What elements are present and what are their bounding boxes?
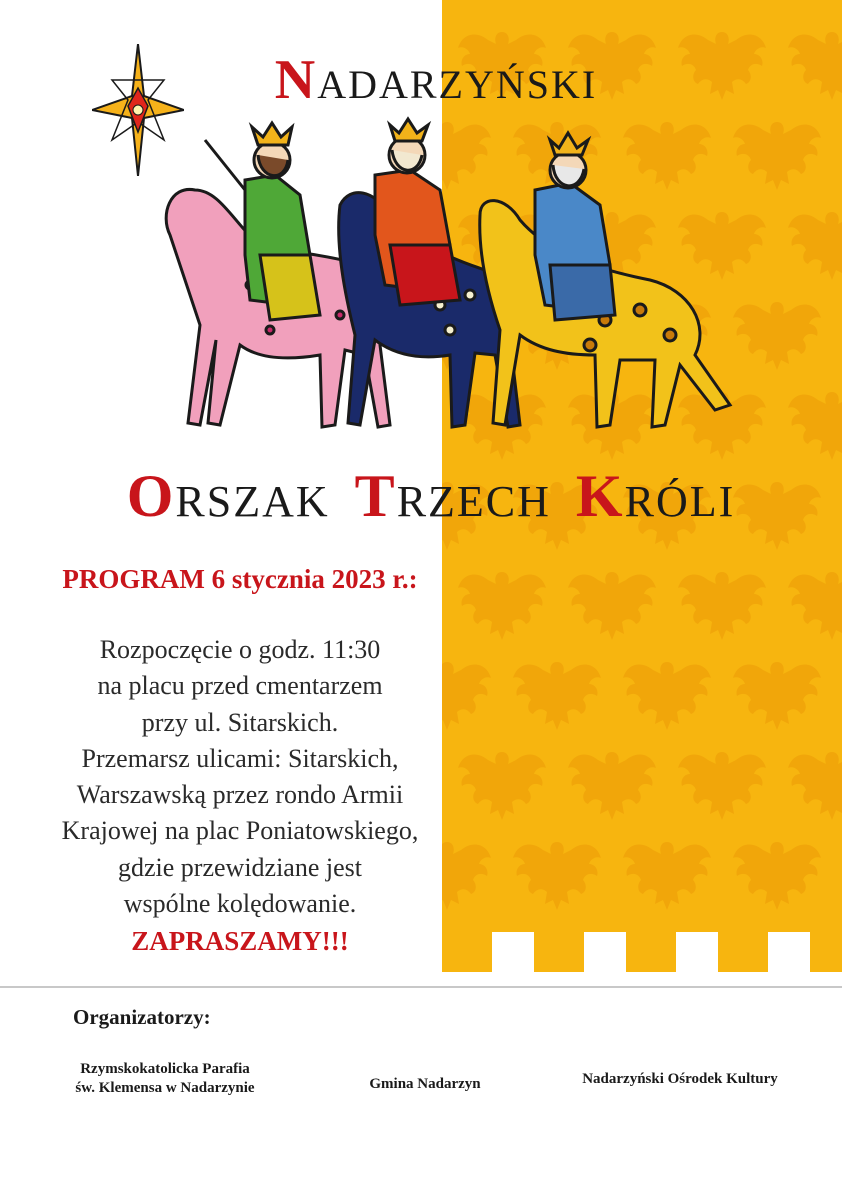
program-line: Rozpoczęcie o godz. 11:30 [99,635,381,664]
invitation-text: ZAPRASZAMY!!! [131,926,349,956]
organizer-culture-center [555,1070,805,1089]
event-title-initial: O [126,463,176,529]
event-title-initial: T [354,463,397,529]
town-title-initial: N [274,49,318,111]
program-line: Krajowej na plac Poniatowskiego, [61,816,419,846]
event-title-rest: RZECH [396,477,551,526]
event-title [0,462,842,531]
organizer-line: Rzymskokatolicka Parafia [80,1061,250,1077]
program-line: Warszawską przez rondo Armii [76,780,404,810]
program-line: gdzie przewidziane jest [118,852,362,882]
organizer-municipality [345,1075,505,1094]
event-title-rest: RÓLI [624,477,736,526]
divider [0,986,842,988]
program-line: przy ul. Sitarskich. [141,707,339,737]
town-title [0,48,842,112]
program-heading: PROGRAM 6 stycznia 2023 r.: [62,564,418,594]
organizer-line: św. Klemensa w Nadarzynie [75,1080,255,1096]
crenel-notch [676,932,718,972]
crenel-notch [492,932,534,972]
event-title-rest: RSZAK [175,477,330,526]
program-line: na placu przed cmentarzem [97,671,383,701]
organizer-line: Gmina Nadarzyn [369,1076,481,1092]
program-description [0,632,480,922]
event-title-initial: K [575,463,625,529]
three-kings-illustration [150,105,740,450]
program-line: Przemarsz ulicami: Sitarskich, [81,743,399,773]
organizer-line: Nadarzyński Ośrodek Kultury [582,1071,778,1087]
organizers-heading: Organizatorzy: [73,1005,211,1029]
crenel-notch [584,932,626,972]
program-line: wspólne kolędowanie. [123,889,357,919]
event-title-word [354,463,551,529]
town-title-rest: ADARZYŃSKI [317,62,598,107]
crenel-notch [768,932,810,972]
event-title-word [575,463,736,529]
organizer-parish [50,1060,280,1098]
event-title-word [126,463,330,529]
